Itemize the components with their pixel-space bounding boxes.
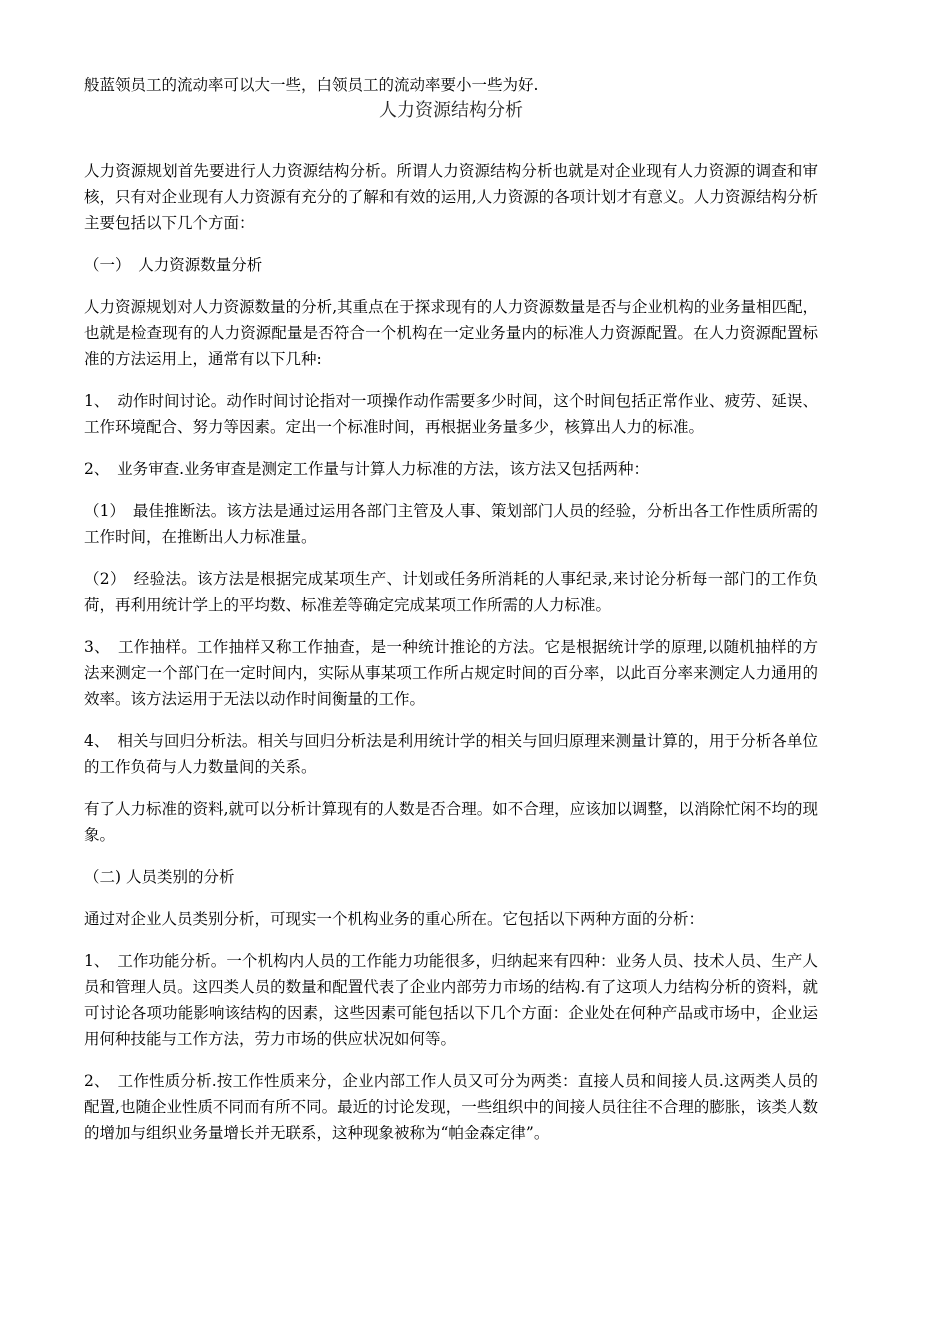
section1-item-1: 1、 动作时间讨论。动作时间讨论指对一项操作动作需要多少时间，这个时间包括正常作业、疲劳、延误、工作环境配合、努力等因素。定出一个标准时间，再根据业务量多少，核算出人力的标准。 xyxy=(84,392,818,436)
section2-heading: （二) 人员类别的分析 xyxy=(84,868,235,886)
section2-intro: 通过对企业人员类别分析，可现实一个机构业务的重心所在。它包括以下两种方面的分析： xyxy=(84,910,705,928)
section1-item-2: 2、 业务审查.业务审查是测定工作量与计算人力标准的方法，该方法又包括两种： xyxy=(84,460,650,478)
section1-conclusion: 有了人力标准的资料,就可以分析计算现有的人数是否合理。如不合理，应该加以调整，以消除忙闲不均的现象。 xyxy=(84,800,818,844)
section1-item-2-1: （1） 最佳推断法。该方法是通过运用各部门主管及人事、策划部门人员的经验，分析出各工作性质所需的工作时间，在推断出人力标准量。 xyxy=(84,502,818,546)
section1-intro: 人力资源规划对人力资源数量的分析,其重点在于探求现有的人力资源数量是否与企业机构的业务量相匹配，也就是检查现有的人力资源配量是否符合一个机构在一定业务量内的标准人力资源配置。在人力资源配置标准的方法运用上，通常有以下几种: xyxy=(84,298,818,368)
section1-item-3: 3、 工作抽样。工作抽样又称工作抽查，是一种统计推论的方法。它是根据统计学的原理,以随机抽样的方法来测定一个部门在一定时间内，实际从事某项工作所占规定时间的百分率，以此百分率来测定人力通用的效率。该方法运用于无法以动作时间衡量的工作。 xyxy=(84,638,818,708)
section1-heading: （一） 人力资源数量分析 xyxy=(84,256,263,274)
section1-item-4: 4、 相关与回归分析法。相关与回归分析法是利用统计学的相关与回归原理来测量计算的，用于分析各单位的工作负荷与人力数量间的关系。 xyxy=(84,732,818,776)
intro-paragraph: 人力资源规划首先要进行人力资源结构分析。所谓人力资源结构分析也就是对企业现有人力资源的调查和审核，只有对企业现有人力资源有充分的了解和有效的运用,人力资源的各项计划才有意义。人力资源结构分析主要包括以下几个方面： xyxy=(84,162,818,232)
document-title: 人力资源结构分析 xyxy=(379,100,523,121)
top-line: 般蓝领员工的流动率可以大一些，白领员工的流动率要小一些为好. xyxy=(84,76,539,94)
section2-item-1: 1、 工作功能分析。一个机构内人员的工作能力功能很多，归纳起来有四种：业务人员、技术人员、生产人员和管理人员。这四类人员的数量和配置代表了企业内部劳力市场的结构.有了这项人力结构分析的资料，就可讨论各项功能影响该结构的因素，这些因素可能包括以下几个方面：企业处在何种产品或市场中，企业运用何种技能与工作方法，劳力市场的供应状况如何等。 xyxy=(84,952,818,1048)
document-page xyxy=(84,72,818,1146)
section2-item-2: 2、 工作性质分析.按工作性质来分，企业内部工作人员又可分为两类：直接人员和间接人员.这两类人员的配置,也随企业性质不同而有所不同。最近的讨论发现，一些组织中的间接人员往往不合理的膨胀，该类人数的增加与组织业务量增长并无联系，这种现象被称为“帕金森定律”。 xyxy=(84,1072,818,1142)
section1-item-2-2: （2） 经验法。该方法是根据完成某项生产、计划或任务所消耗的人事纪录,来讨论分析每一部门的工作负荷，再利用统计学上的平均数、标准差等确定完成某项工作所需的人力标准。 xyxy=(84,570,818,614)
